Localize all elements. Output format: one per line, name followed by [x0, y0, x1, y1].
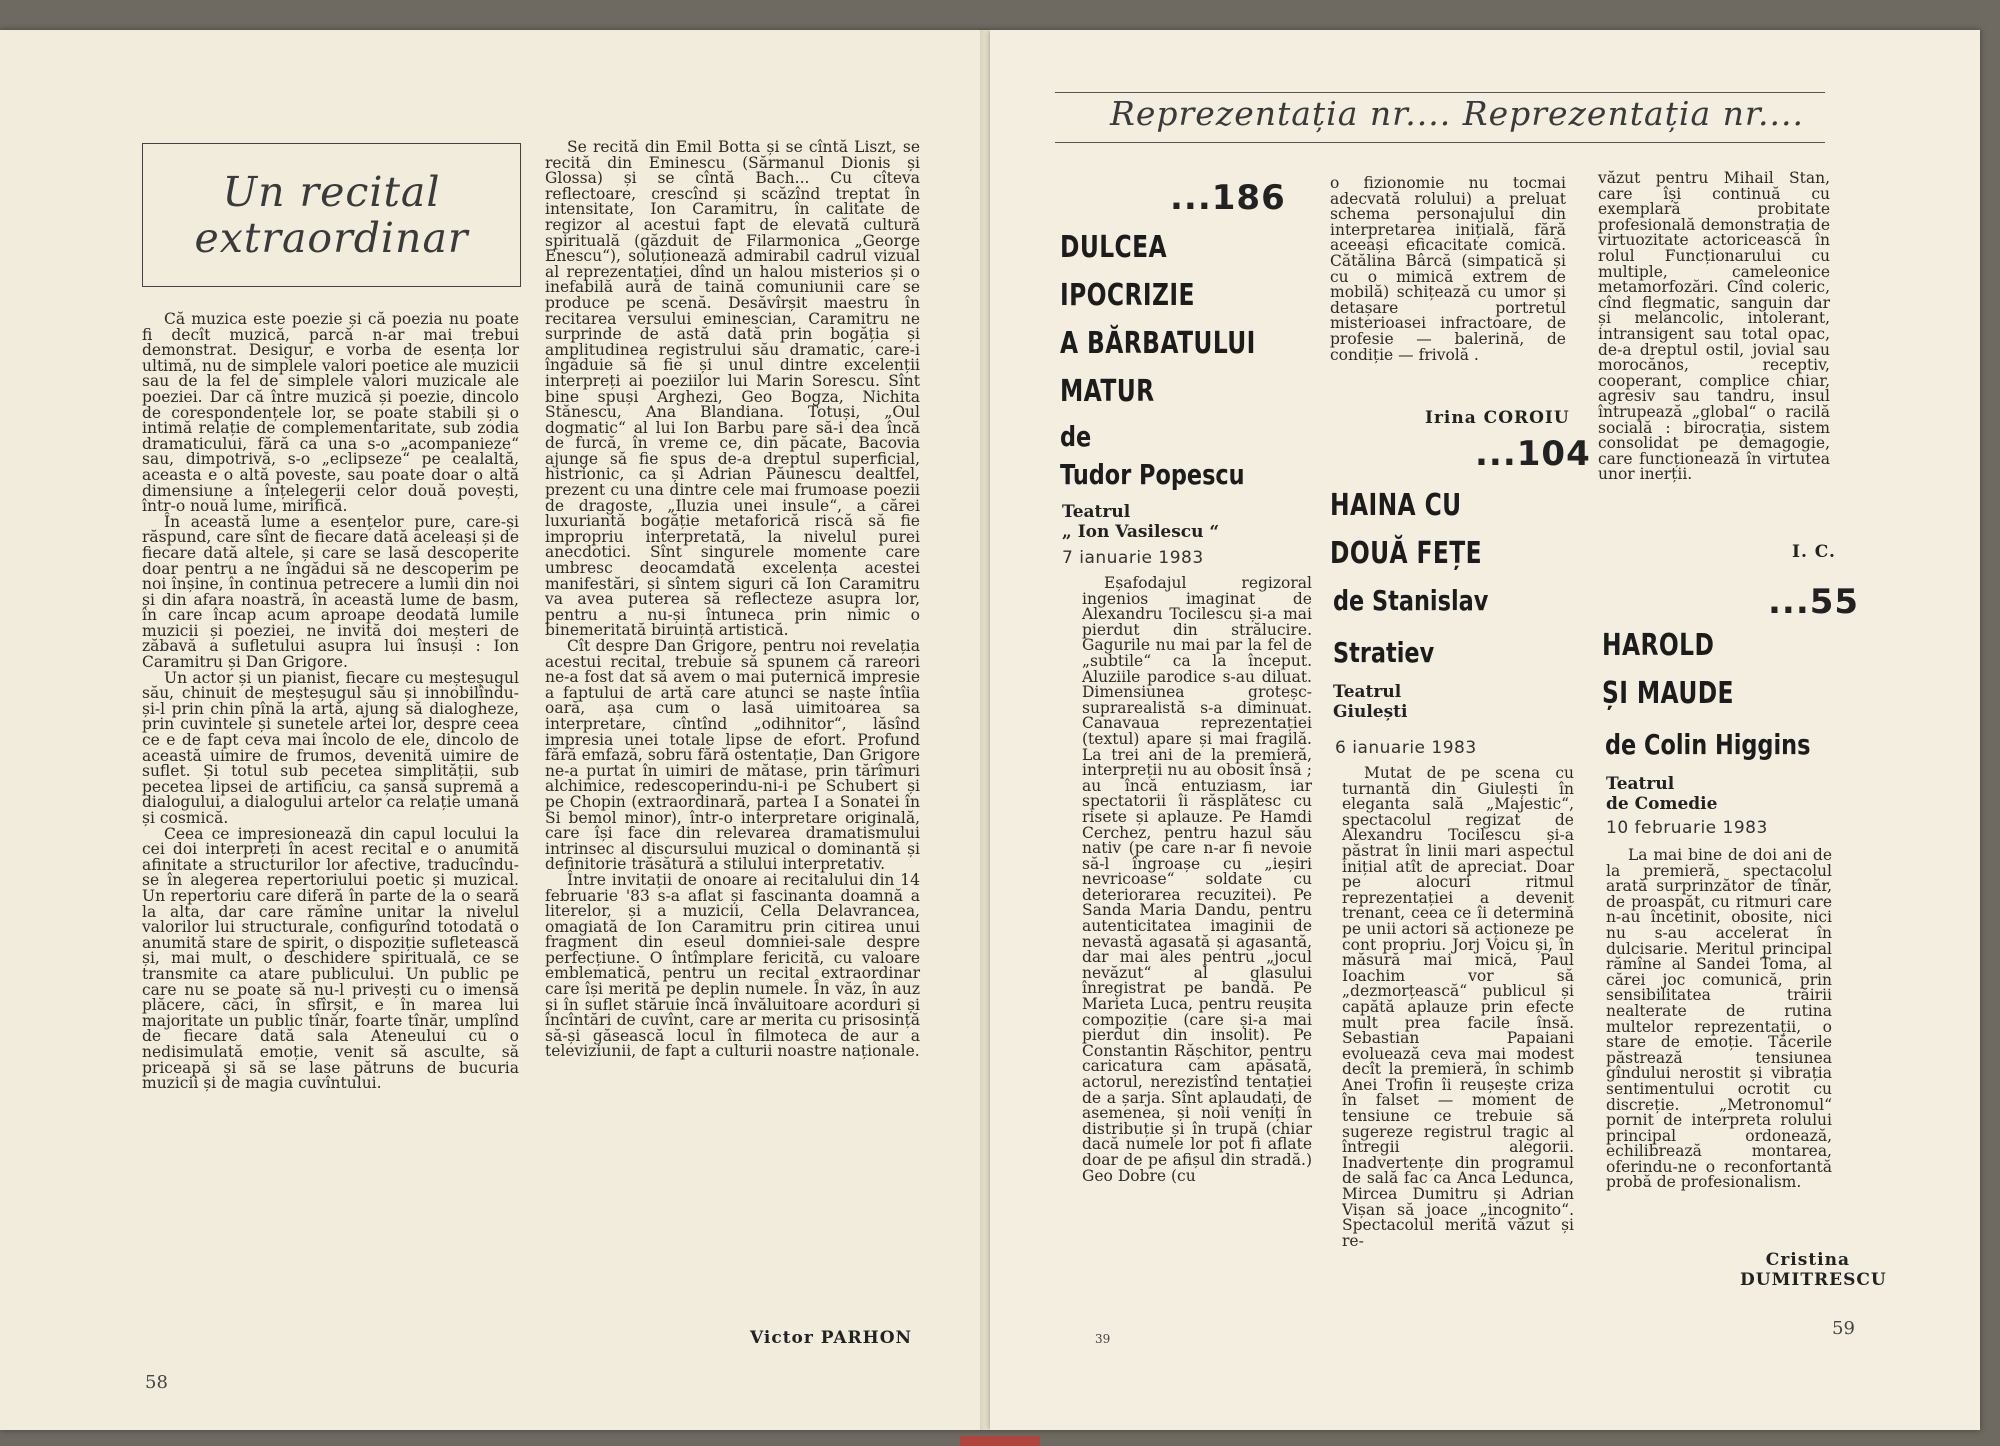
paragraph: o fizionomie nu tocmai adecvată rolului) a preluat schema personajului din interpretarea inițială, fără aceeași eficacitate comică. Cătălina Bârcă (simpatică și cu o mimică extrem de mobilă) schițează cu umor și detașare portretul misterioasei infractoare, de profesie — balerină, de condiție — frivolă . — [1330, 174, 1566, 364]
review-signature-1: Irina COROIU — [1425, 408, 1570, 428]
header-rule-top — [1055, 92, 1825, 93]
title-line-2: extraordinar — [194, 214, 469, 262]
theatre-name-2 — [1333, 682, 1408, 722]
author-signature: Victor PARHON — [750, 1328, 913, 1348]
paragraph: văzut pentru Mihail Stan, care își continuă cu exemplară probitate profesională demonstrația de virtuozitate actoricească în rolul Funcționarului cu multiple, cameleonice metamorfozări. Cînd coleric, cînd flegmatic, sanguin dar și melancolic, intolerant, intransigent sau total opac, de-a dreptul ostil, jovial sau morocănos, receptiv, cooperant, complice chiar, agresiv sau tandru, insul întrupează „global“ o racilă socială : birocrația, sistem consolidat pe demagogie, care funcționează în virtutea unor inerții. — [1598, 169, 1830, 484]
play-title-3 — [1602, 622, 1734, 718]
play-title-line: DOUĂ FEȚE — [1330, 536, 1483, 571]
play-by-1: de — [1060, 420, 1092, 453]
play-author-2b: Stratiev — [1333, 636, 1435, 669]
play-author-3: de Colin Higgins — [1605, 728, 1811, 761]
performance-date-3: 10 februarie 1983 — [1606, 818, 1768, 838]
theatre-line: Teatrul — [1606, 774, 1675, 794]
signature-line: DUMITRESCU — [1740, 1270, 1887, 1290]
review-signature-2: I. C. — [1792, 542, 1836, 562]
performance-number-3: ...55 — [1768, 582, 1860, 622]
play-author-2a: de Stanislav — [1333, 584, 1489, 617]
review-text-1-cont — [1330, 176, 1566, 363]
header-rule-bottom — [1055, 142, 1825, 143]
paragraph: Că muzica este poezie și că poezia nu poate fi decît muzică, parcă n-ar mai trebui demonstrat. Desigur, e vorba de esența lor ultimă, nu de simplele valori poetice ale muzicii sau de la fel de simplele valori muzicale ale poeziei. Dar că între muzică și poezie, dincolo de corespondențele lor, se poate stabili și o intimă relație de complementaritate, sub zodia dramaticului, fără ca una s-o „acompanieze“ sau, dimpotrivă, s-o „eclipseze“ pe cealaltă, aceasta e o altă poveste, sau poate doar o altă dimensiune a înțelegerii celor două povești, într-o nouă lume, mirifică. — [142, 310, 519, 516]
paragraph: Eșafodajul regizoral ingenios imaginat de Alexandru Tocilescu și-a mai pierdut din strălucire. Gagurile nu mai par la fel de „subtile“ ca la început. Aluziile parodice s-au diluat. Dimensiunea groteșc-suprarealistă s-a diminuat. Canavaua reprezentației (textul) apare și mai fragilă. La trei ani de la premieră, interpreții nu au obosit însă ; au încă entuziasm, iar spectatorii îi răsplătesc cu risete și aplauze. Pe Hamdi Cerchez, pentru hazul său nativ (pe care n-ar fi nevoie să-l îngroașe cu „ieșiri nevricoase“ soldate cu deteriorarea recuzitei). Pe Sanda Maria Dandu, pentru autenticitatea imaginii de nevastă agasată și agasantă, dar mai ales pentru „jocul nevăzut“ al glasului înregistrat pe bandă. Pe Marieta Luca, pentru reușita compoziție (care și-a mai pierdut din insolit). Pe Constantin Rășchitor, pentru caricatura cam apăsată, actorul, nerezistînd tentației de a șarja. Sînt aplaudați, de asemenea, și noii veniți în distribuție și în trupă (chiar dacă numele lor pot fi aflate doar de pe afișul din stradă.) Geo Dobre (cu — [1082, 574, 1312, 1185]
play-title-line: DULCEA — [1060, 230, 1167, 265]
performance-number-1: ...186 — [1170, 178, 1286, 218]
title-line-1: Un recital — [222, 168, 441, 216]
play-title-line: A BĂRBATULUI — [1060, 326, 1256, 361]
play-title-line: HAINA CU — [1330, 488, 1462, 523]
section-header: Reprezentația nr.... Reprezentația nr.... — [1110, 94, 1804, 133]
page-number: 58 — [145, 1372, 168, 1393]
center-page-number: 39 — [1095, 1332, 1111, 1346]
review-text-2-cont — [1598, 171, 1830, 483]
play-author-1: Tudor Popescu — [1060, 458, 1245, 491]
paragraph: Se recită din Emil Botta și se cîntă Liszt, se recită din Eminescu (Sărmanul Dionis și Glossa) și se cîntă Bach... Cu cîteva reflectoare, crescînd și scăzînd treptat în intensitate, Ion Caramitru, în calitate de regizor al acestui fapt de elevată cultură spirituală (găzduit de Filarmonica „George Enescu“), soluționează admirabil cadrul vizual al reprezentației, dînd un halou misterios și o inefabilă aură de taină comuniunii care se produce pe scenă. Desăvîrșit maestru în recitarea versului eminescian, Caramitru ne surprinde de astă dată prin bogăția și amplitudinea registrului său dramatic, care-i îngăduie să fie și unul dintre excelenții interpreți ai poeziilor lui Marin Sorescu. Sînt bine spuși Arghezi, Geo Bogza, Nichita Stănescu, Ana Blandiana. Totuși, „Oul dogmatic“ al lui Ion Barbu pare să-i dea încă de furcă, în vreme ce, din păcate, Bacovia ajunge să fie spus de-a dreptul superficial, histrionic, ca și Adrian Păunescu dealtfel, prezent cu una dintre cele mai frumoase poezii de dragoste, „Iluzia unei insule“, a cărei luxuriantă bogăție metaforică riscă să fie impropriu interpretată, la nivelul purei anecdotici. Sînt singurele momente care umbresc deocamdată excelența acestei manifestări, și sîntem siguri că Ion Caramitru va avea puterea să reflecteze asupra lor, pentru a nu-și întuneca prin nimic o binemeritată biruință artistică. — [545, 138, 920, 640]
review-text-2 — [1342, 766, 1574, 1249]
paragraph: La mai bine de doi ani de la premieră, spectacolul arată surprinzător de tînăr, de proaspăt, cu ritmuri care n-au încetinit, obosite, nici nu s-au accelerat în dulcisarie. Meritul principal rămîne al Sandei Toma, al cărei joc comunică, prin sensibilitatea trăirii nealterate de rutina multelor reprezentații, o stare de emoție. Tăcerile păstrează tensiunea gîndului nerostit și vibrația sentimentului ocrotit cu discreție. „Metronomul“ pornit de interpreta rolului principal ordonează, echilibrează montarea, oferindu-ne o reconfortantă probă de profesionalism. — [1606, 846, 1832, 1192]
paragraph: Ceea ce impresionează din capul locului la cei doi interpreți în acest recital e o anumită afinitate a structurilor lor afective, traducîndu-se în alegerea repertoriului poetic și muzical. Un repertoriu care diferă în parte de la o seară la alta, dar care rămîne unitar la nivelul valorilor lui structurale, configurînd totodată o anumită stare de spirit, o dispoziție sufletească și, mai mult, o deschidere spirituală, ce se transmite ca atare publicului. Un public pe care nu se poate să nu-l privești cu o imensă plăcere, căci, în sfîrșit, e în marea lui majoritate un public tînăr, foarte tînăr, umplînd de fiecare dată sala Ateneului cu o nedisimulată emoție, venit să asculte, să priceapă și să se lase pătruns de bucuria muzicii și de magia cuvîntului. — [142, 824, 519, 1093]
left-page — [0, 30, 990, 1430]
theatre-name-3 — [1606, 774, 1717, 814]
article-title — [195, 169, 469, 261]
left-column-1 — [142, 312, 519, 1092]
performance-date-1: 7 ianuarie 1983 — [1062, 548, 1204, 568]
bookmark-ribbon — [960, 1436, 1040, 1446]
theatre-name-1 — [1062, 502, 1219, 542]
theatre-line: Teatrul — [1333, 682, 1402, 702]
review-text-3 — [1606, 848, 1832, 1191]
paragraph: Mutat de pe scena cu turnantă din Giulești în eleganta sală „Majestic“, spectacolul regizat de Alexandru Tocilescu și-a păstrat în linii mari aspectul inițial atît de apreciat. Doar pe alocuri ritmul reprezentației a devenit trenant, ceea ce îi determină pe unii actori să acționeze pe cont propriu. Jorj Voicu și, în măsură mai mică, Paul Ioachim vor să „dezmorțească“ publicul și capătă aplauze prin efecte mult prea facile însă. Sebastian Papaiani evoluează ceva mai modest decît la premieră, în schimb Anei Trofin îi reușește criza în falset — moment de tensiune ce trebuie să sugereze registrul tragic al întregii alegorii. Inadvertențe din programul de sală fac ca Anca Ledunca, Mircea Dumitru și Adrian Vișan să joace „incognito“. Spectacolul merită văzut și re- — [1342, 764, 1574, 1250]
play-title-line: IPOCRIZIE — [1060, 278, 1195, 313]
signature-line: Cristina — [1765, 1250, 1850, 1270]
paragraph: Între invitații de onoare ai recitalului din 14 februarie '83 s-a aflat și fascinanta doamnă a literelor, și a muzicii, Cella Delavrancea, omagiată de Ion Caramitru prin citirea unui fragment din eseul domniei-sale despre perfecțiune. O întîmplare fericită, cu valoare emblematică, pentru un recital extraordinar care își merită pe deplin numele. În văz, în auz și în suflet stăruie încă învăluitoare acorduri și încîntări de cuvînt, care ar merita cu prisosință să-și găsească locul în filmoteca de aur a televiziunii, de fapt a culturii noastre naționale. — [545, 870, 920, 1061]
performance-date-2: 6 ianuarie 1983 — [1335, 738, 1477, 758]
theatre-line: de Comedie — [1606, 794, 1718, 814]
play-title-1 — [1060, 224, 1256, 416]
theatre-line: Giulești — [1333, 702, 1408, 722]
review-signature-3 — [1740, 1250, 1887, 1290]
left-column-2 — [545, 140, 920, 1060]
play-title-2 — [1330, 482, 1482, 578]
play-title-line: ȘI MAUDE — [1602, 676, 1734, 711]
play-title-line: HAROLD — [1602, 628, 1715, 663]
paragraph: Un actor și un pianist, fiecare cu meșteșugul său, chinuit de meșteșugul său și innobilîndu-și-l prin chin pînă la artă, ajung să dialogheze, prin cuvintele și sunetele artei lor, despre ceea ce e de fapt ceva mai încolo de ele, dincolo de această uimire de frumos, devenită uimire de suflet. Și totul sub pecetea simplității, sub pecetea lipsei de artificiu, ca șansă supremă a dialogului, a dialogului artelor ca relație umană și cosmică. — [142, 668, 519, 827]
paragraph: În această lume a esențelor pure, care-și răspund, care sînt de fiecare dată aceleași și de fiecare dată altele, și care se lasă descoperite doar pentru a ne îngădui să ne descoperim pe noi înșine, în continua petrecere a lumii din noi și din afara noastră, în această lume de basm, în care încap acum aproape deodată lumile muzicii și poeziei, ne invită doi meșteri de zăbavă a sufletului asupra lui însuși : Ion Caramitru și Dan Grigore. — [142, 512, 519, 672]
review-text-1 — [1082, 576, 1312, 1184]
article-title-box — [142, 143, 521, 287]
performance-number-2: ...104 — [1475, 434, 1591, 474]
paragraph: Cît despre Dan Grigore, pentru noi revelația acestui recital, trebuie să spunem că rareori ne-a fost dat să avem o mai puternică impresie a faptului de artă care atunci se naște întîia oară, așa cum o lasă uimitoarea sa interpretare, cîntînd „odihnitor“, lăsînd impresia unei totale lipse de efort. Profund fără emfază, sobru fără ostentație, Dan Grigore ne-a purtat în uimiri de mătase, prin tărîmuri alchimice, redescoperindu-ni-i pe Schubert și pe Chopin (extraordinară, partea I a Sonatei în Si bemol minor), într-o interpretare originală, care își face din relevarea dramatismului intrinsec al discursului muzical o dominantă și definitorie trăsătură a stilului interpretativ. — [545, 637, 920, 874]
play-title-line: MATUR — [1060, 374, 1155, 409]
theatre-line: „ Ion Vasilescu “ — [1062, 522, 1220, 542]
page-number: 59 — [1832, 1318, 1855, 1339]
theatre-line: Teatrul — [1062, 502, 1131, 522]
